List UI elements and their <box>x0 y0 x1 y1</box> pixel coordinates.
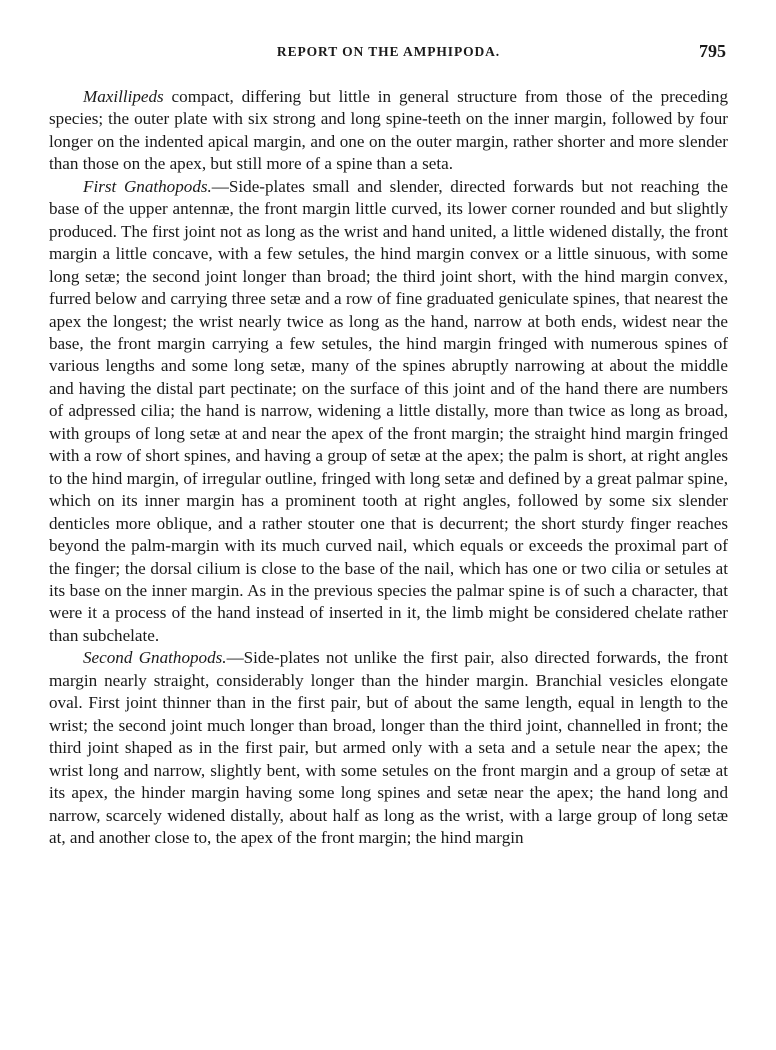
paragraph-lead: Maxillipeds <box>83 87 164 106</box>
paragraph-second-gnathopods <box>49 647 728 849</box>
paragraph-maxillipeds <box>49 86 728 176</box>
paragraph-lead: First Gnathopods. <box>83 176 212 196</box>
page <box>49 0 728 847</box>
page-header <box>49 0 728 61</box>
paragraph-text: —Side-plates not unlike the first pair, also directed forwards, the front margin nearly straight, considerably longer than the hinder margin. Branchial vesicles elongate oval. First joint thinner than in the first pair, but of about the same length, equal in length to the wrist; the second joint much longer than broad, longer than the third joint, channelled in front; the third joint shaped as in the first pair, but armed only with a seta and a setule near the apex; the wrist long and narrow, slightly bent, with some setules on the front margin and a group of setæ at its apex, the hinder margin having some long spines and setæ near the apex; the hand long and narrow, scarcely widened distally, about half as long as the wrist, with a large group of long setæ at, and another close to, the apex of the front margin; the hind margin <box>49 648 728 847</box>
page-number: 795 <box>699 41 726 61</box>
paragraph-first-gnathopods <box>49 176 728 648</box>
paragraph-text: —Side-plates small and slender, directed forwards but not reaching the base of the upper antennæ, the front margin little curved, its lower corner rounded and but slightly produced. The first joint not as long as the wrist and hand united, a little widened distally, the front margin a little concave, with a few setules, the hind margin convex or a little sinuous, with some long setæ; the second joint longer than broad; the third joint short, with the hind margin convex, furred below and carrying three setæ and a row of fine graduated geniculate spines, that nearest the apex the longest; the wrist nearly twice as long as the hand, narrow at both ends, widest near the base, the front margin carrying a few setules, the hind margin fringed with numerous spines of various lengths and some long setæ, many of the spines abruptly narrowing at about the middle and having the distal part pectinate; on the surface of this joint and of the hand there are numbers of adpressed cilia; the hand is narrow, widening a little distally, more than twice as long as broad, with groups of long setæ at and near the apex of the front margin; the straight hind margin fringed with a row of short spines, and having a group of setæ at the apex; the palm is short, at right angles to the hind margin, of irregular outline, fringed with long setæ and defined by a great palmar spine, which on its inner margin has a prominent tooth at right angles, followed by some six slender denticles more oblique, and a rather stouter one that is decurrent; the short sturdy finger reaches beyond the palm-margin with its much curved nail, which equals or exceeds the proximal part of the finger; the dorsal cilium is close to the base of the nail, which has one or two cilia or setules at its base on the inner margin. As in the previous species the palmar spine is of such a character, that were it a process of the hand instead of inserted in it, the limb might be considered chelate rather than subchelate. <box>49 176 728 645</box>
paragraph-text: compact, differing but little in general structure from those of the preceding species; the outer plate with six strong and long spine-teeth on the inner margin, followed by four longer on the indented apical margin, and one on the outer margin, rather shorter and more slender than those on the apex, but still more of a spine than a seta. <box>49 87 728 174</box>
body-text <box>49 86 728 849</box>
paragraph-lead: Second Gnathopods. <box>83 648 227 668</box>
running-title: REPORT ON THE AMPHIPODA. <box>276 44 501 59</box>
